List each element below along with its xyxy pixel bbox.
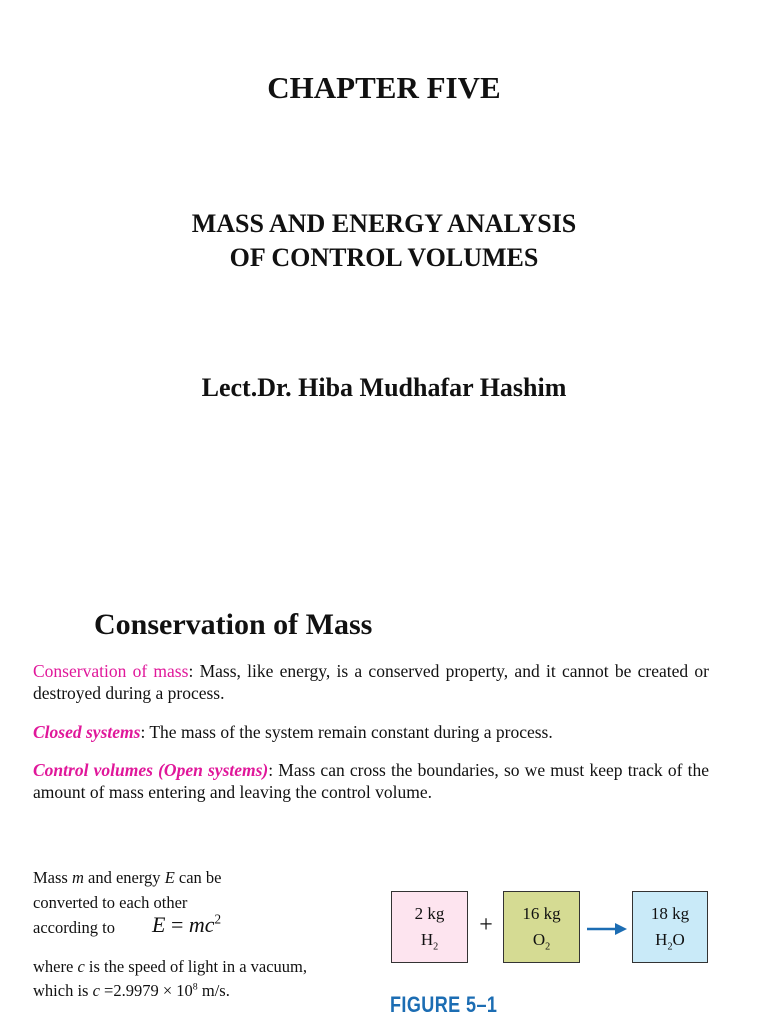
formula-text: O bbox=[532, 930, 546, 949]
oxygen-box bbox=[503, 891, 580, 963]
text: is the speed of light in a vacuum, bbox=[84, 957, 308, 976]
side-text-line-5 bbox=[33, 978, 373, 1003]
text: where bbox=[33, 957, 78, 976]
formula-text: O bbox=[672, 930, 685, 949]
water-box bbox=[632, 891, 708, 963]
equation-e-mc2 bbox=[152, 912, 221, 938]
text: m/s. bbox=[197, 981, 230, 1000]
paragraph-control-volumes bbox=[33, 759, 709, 803]
oxygen-formula bbox=[504, 927, 579, 953]
chapter-subtitle bbox=[0, 207, 768, 275]
side-text-line-2: converted to each other bbox=[33, 893, 188, 912]
figure-label: FIGURE 5–1 bbox=[390, 992, 498, 1017]
hydrogen-formula bbox=[392, 927, 467, 953]
chapter-title: CHAPTER FIVE bbox=[267, 70, 501, 105]
formula-subscript: 2 bbox=[667, 941, 673, 953]
symbol-m: m bbox=[71, 868, 84, 887]
eq-symbol-e: E bbox=[152, 912, 166, 937]
side-text-line-4 bbox=[33, 954, 373, 979]
symbol-c: c bbox=[77, 957, 85, 976]
side-text-line-1 bbox=[33, 865, 373, 890]
text: Mass bbox=[33, 868, 72, 887]
subtitle-line-1: MASS AND ENERGY ANALYSIS bbox=[191, 209, 577, 238]
paragraph-text: : Mass can cross the boundaries, so we must keep track of the amount of mass entering and leaving the control volume. bbox=[33, 760, 709, 802]
exponent: 8 bbox=[192, 981, 198, 993]
section-heading: Conservation of Mass bbox=[94, 608, 373, 641]
right-arrow-icon bbox=[587, 922, 627, 936]
formula-text: H bbox=[420, 930, 434, 949]
eq-symbol-mc: mc bbox=[188, 912, 215, 937]
hydrogen-box bbox=[391, 891, 468, 963]
eq-exponent: 2 bbox=[214, 911, 222, 927]
text: which is bbox=[33, 981, 93, 1000]
formula-subscript: 2 bbox=[433, 941, 439, 953]
text: =2.9979 × 10 bbox=[99, 981, 193, 1000]
hydrogen-mass: 2 kg bbox=[414, 904, 445, 923]
paragraph-conservation-of-mass bbox=[33, 660, 709, 704]
author-name: Lect.Dr. Hiba Mudhafar Hashim bbox=[201, 373, 567, 402]
symbol-c: c bbox=[92, 981, 100, 1000]
symbol-e: E bbox=[164, 868, 175, 887]
water-mass: 18 kg bbox=[650, 904, 690, 923]
text: and energy bbox=[83, 868, 165, 887]
side-text-line-3: according to bbox=[33, 918, 116, 937]
paragraph-text: : The mass of the system remain constant during a process. bbox=[140, 722, 553, 742]
eq-equals: = bbox=[165, 912, 189, 937]
paragraph-text: : Mass, like energy, is a conserved property, and it cannot be created or destroyed during a process. bbox=[33, 661, 709, 703]
formula-text: H bbox=[655, 930, 668, 949]
oxygen-mass: 16 kg bbox=[522, 904, 561, 923]
term-closed-systems: Closed systems bbox=[33, 722, 141, 742]
paragraph-closed-systems bbox=[33, 721, 709, 743]
term-control-volumes: Control volumes (Open systems) bbox=[33, 760, 269, 780]
term-conservation-of-mass: Conservation of mass bbox=[33, 661, 189, 681]
water-formula bbox=[633, 927, 707, 953]
plus-sign: + bbox=[479, 912, 493, 938]
text: can be bbox=[174, 868, 222, 887]
formula-subscript: 2 bbox=[545, 941, 551, 953]
subtitle-line-2: OF CONTROL VOLUMES bbox=[229, 243, 539, 272]
